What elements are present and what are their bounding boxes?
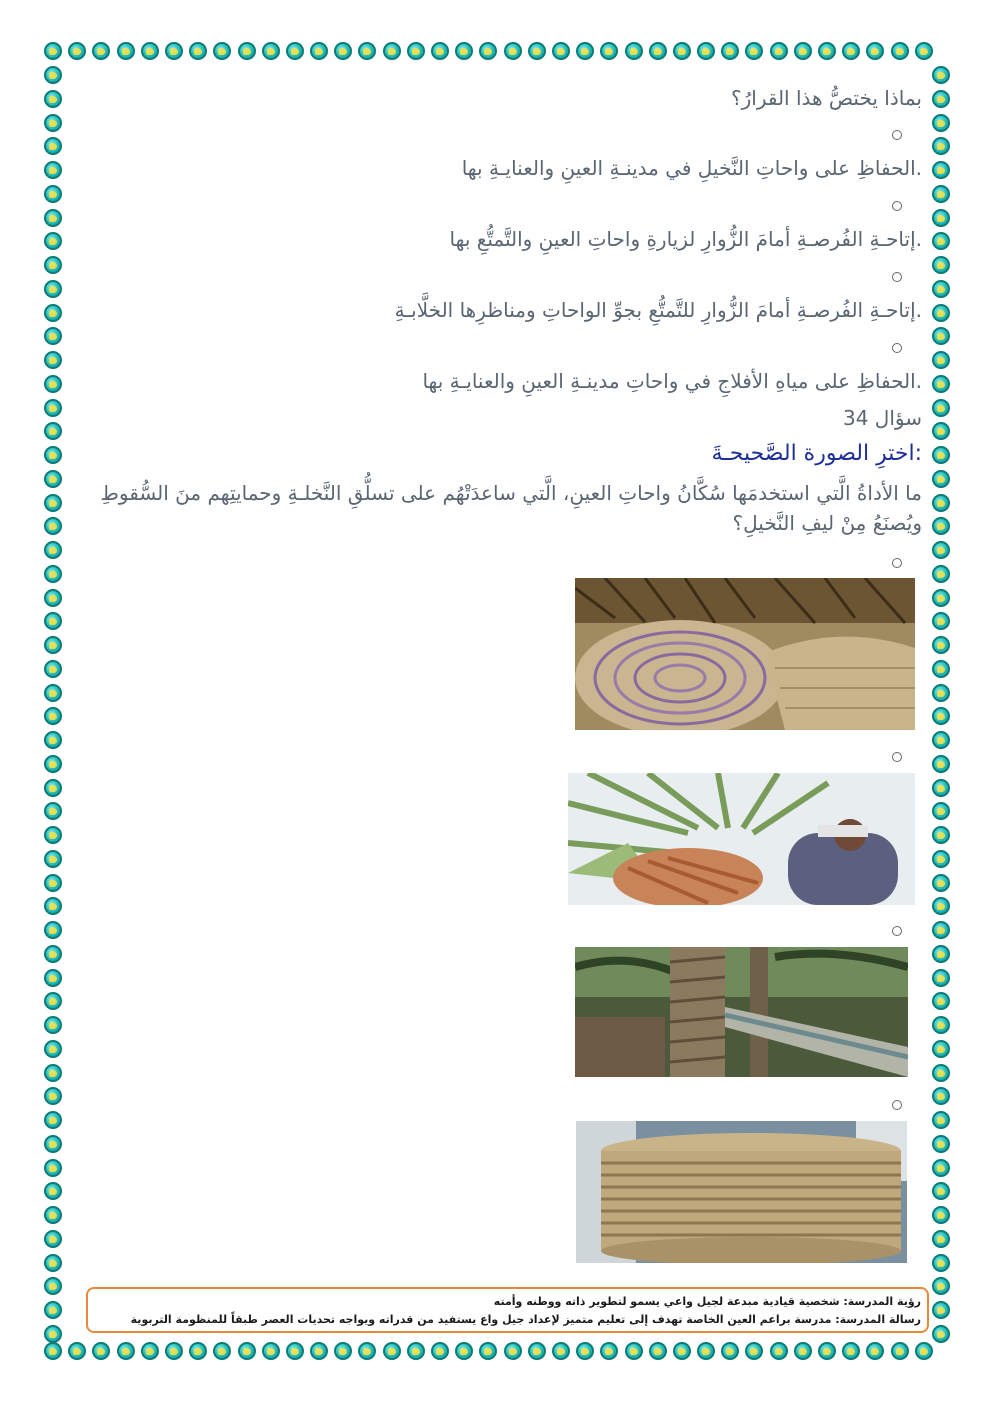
globe-icon [310, 42, 328, 60]
globe-icon [44, 327, 62, 345]
globe-icon [932, 137, 950, 155]
photo-palm-climber[interactable] [568, 773, 915, 905]
globe-icon [44, 612, 62, 630]
globe-icon [44, 1277, 62, 1295]
page-border-bottom [44, 1342, 933, 1360]
globe-icon [842, 42, 860, 60]
globe-icon [818, 1342, 836, 1360]
radio-icon[interactable] [892, 1100, 902, 1110]
globe-icon [552, 42, 570, 60]
globe-icon [932, 541, 950, 559]
globe-icon [932, 1230, 950, 1248]
globe-icon [932, 1040, 950, 1058]
globe-icon [932, 1206, 950, 1224]
globe-icon [68, 42, 86, 60]
globe-icon [932, 1016, 950, 1034]
globe-icon [649, 42, 667, 60]
globe-icon [455, 42, 473, 60]
globe-icon [932, 684, 950, 702]
globe-icon [44, 1064, 62, 1082]
photo-woven-mats[interactable] [575, 578, 915, 730]
globe-icon [932, 612, 950, 630]
globe-icon [44, 826, 62, 844]
globe-icon [44, 351, 62, 369]
globe-icon [310, 1342, 328, 1360]
globe-icon [866, 1342, 884, 1360]
globe-icon [932, 589, 950, 607]
globe-icon [932, 66, 950, 84]
globe-icon [117, 1342, 135, 1360]
globe-icon [866, 42, 884, 60]
globe-icon [932, 1182, 950, 1200]
globe-icon [44, 280, 62, 298]
globe-icon [44, 42, 62, 60]
radio-icon[interactable] [892, 201, 902, 211]
globe-icon [44, 684, 62, 702]
globe-icon [44, 731, 62, 749]
globe-icon [44, 256, 62, 274]
globe-icon [932, 422, 950, 440]
globe-icon [932, 185, 950, 203]
globe-icon [44, 470, 62, 488]
globe-icon [44, 707, 62, 725]
globe-icon [932, 1277, 950, 1295]
globe-icon [932, 660, 950, 678]
globe-icon [44, 375, 62, 393]
globe-icon [932, 90, 950, 108]
photo-aflaj-channel[interactable] [575, 947, 908, 1077]
globe-icon [932, 1087, 950, 1105]
globe-icon [932, 256, 950, 274]
page-border-top [44, 42, 933, 60]
globe-icon [932, 304, 950, 322]
page-border-right [932, 66, 950, 1343]
option-1: .الحفاظِ على واحاتِ النَّخيلِ في مدينـةِ العينِ والعنايـةِ بها [461, 156, 922, 180]
page-border-left [44, 66, 62, 1343]
globe-icon [915, 1342, 933, 1360]
globe-icon [932, 992, 950, 1010]
globe-icon [697, 42, 715, 60]
globe-icon [431, 42, 449, 60]
globe-icon [44, 114, 62, 132]
globe-icon [932, 874, 950, 892]
globe-icon [932, 779, 950, 797]
globe-icon [891, 1342, 909, 1360]
globe-icon [528, 42, 546, 60]
globe-icon [286, 42, 304, 60]
globe-icon [68, 1342, 86, 1360]
globe-icon [92, 42, 110, 60]
globe-icon [528, 1342, 546, 1360]
globe-icon [770, 1342, 788, 1360]
photo-climbing-rope[interactable] [576, 1121, 907, 1263]
globe-icon [286, 1342, 304, 1360]
globe-icon [407, 1342, 425, 1360]
globe-icon [842, 1342, 860, 1360]
globe-icon [383, 1342, 401, 1360]
globe-icon [932, 945, 950, 963]
globe-icon [44, 1135, 62, 1153]
globe-icon [334, 42, 352, 60]
globe-icon [117, 42, 135, 60]
globe-icon [932, 565, 950, 583]
globe-icon [576, 42, 594, 60]
globe-icon [932, 850, 950, 868]
globe-icon [44, 161, 62, 179]
globe-icon [794, 42, 812, 60]
globe-icon [770, 42, 788, 60]
globe-icon [625, 42, 643, 60]
globe-icon [932, 1325, 950, 1343]
globe-icon [165, 1342, 183, 1360]
option-3: .إتاحـةِ الفُرصـةِ أمامَ الزُّوارِ للتَّمتُّعِ بجوِّ الواحاتِ ومناظرِها الخلَّابـةِ [394, 298, 922, 322]
globe-icon [44, 1301, 62, 1319]
globe-icon [44, 1111, 62, 1129]
globe-icon [649, 1342, 667, 1360]
question-number: سؤال 34 [843, 406, 922, 430]
globe-icon [44, 541, 62, 559]
globe-icon [44, 185, 62, 203]
globe-icon [932, 470, 950, 488]
globe-icon [44, 232, 62, 250]
globe-icon [721, 42, 739, 60]
globe-icon [504, 42, 522, 60]
globe-icon [932, 1064, 950, 1082]
globe-icon [932, 209, 950, 227]
globe-icon [932, 826, 950, 844]
globe-icon [44, 1342, 62, 1360]
globe-icon [455, 1342, 473, 1360]
globe-icon [697, 1342, 715, 1360]
globe-icon [745, 42, 763, 60]
globe-icon [431, 1342, 449, 1360]
radio-icon[interactable] [892, 926, 902, 936]
globe-icon [44, 755, 62, 773]
globe-icon [44, 802, 62, 820]
globe-icon [44, 1206, 62, 1224]
globe-icon [932, 446, 950, 464]
globe-icon [932, 494, 950, 512]
globe-icon [932, 232, 950, 250]
globe-icon [238, 42, 256, 60]
globe-icon [262, 1342, 280, 1360]
globe-icon [141, 1342, 159, 1360]
globe-icon [44, 1182, 62, 1200]
globe-icon [44, 66, 62, 84]
globe-icon [576, 1342, 594, 1360]
globe-icon [44, 874, 62, 892]
globe-icon [44, 304, 62, 322]
globe-icon [932, 636, 950, 654]
globe-icon [262, 42, 280, 60]
school-vision: رؤية المدرسة: شخصية قيادية مبدعة لجيل واعي يسمو لتطوير ذاته ووطنه وأمته [493, 1295, 921, 1308]
globe-icon [932, 375, 950, 393]
radio-icon[interactable] [892, 343, 902, 353]
globe-icon [745, 1342, 763, 1360]
globe-icon [44, 1230, 62, 1248]
option-2: .إتاحـةِ الفُرصـةِ أمامَ الزُّوارِ لزيارةِ واحاتِ العينِ والتَّمتُّعِ بها [449, 227, 922, 251]
radio-icon[interactable] [892, 130, 902, 140]
globe-icon [44, 209, 62, 227]
globe-icon [44, 137, 62, 155]
globe-icon [932, 969, 950, 987]
globe-icon [932, 707, 950, 725]
globe-icon [141, 42, 159, 60]
globe-icon [44, 897, 62, 915]
option-4: .الحفاظِ على مياهِ الأفلاجِ في واحاتِ مدينـةِ العينِ والعنايـةِ بها [422, 369, 922, 393]
globe-icon [794, 1342, 812, 1360]
globe-icon [358, 42, 376, 60]
globe-icon [44, 921, 62, 939]
globe-icon [600, 1342, 618, 1360]
globe-icon [407, 42, 425, 60]
globe-icon [92, 1342, 110, 1360]
globe-icon [44, 399, 62, 417]
globe-icon [44, 517, 62, 535]
globe-icon [383, 42, 401, 60]
globe-icon [932, 161, 950, 179]
globe-icon [932, 755, 950, 773]
globe-icon [44, 945, 62, 963]
globe-icon [44, 446, 62, 464]
globe-icon [600, 42, 618, 60]
globe-icon [479, 42, 497, 60]
globe-icon [44, 1159, 62, 1177]
globe-icon [932, 802, 950, 820]
globe-icon [44, 779, 62, 797]
globe-icon [44, 992, 62, 1010]
globe-icon [932, 897, 950, 915]
school-footer [86, 1287, 929, 1333]
globe-icon [44, 1254, 62, 1272]
globe-icon [891, 42, 909, 60]
globe-icon [238, 1342, 256, 1360]
globe-icon [673, 1342, 691, 1360]
school-mission: رسالة المدرسة: مدرسة براعم العين الخاصة تهدف إلى تعليم متميز لإعداد جيل واع يستفيد من قدراته ويواجه تحديات العصر طبقاً للمنظومة التربوية [130, 1313, 921, 1326]
globe-icon [932, 327, 950, 345]
radio-icon[interactable] [892, 752, 902, 762]
globe-icon [915, 42, 933, 60]
globe-icon [504, 1342, 522, 1360]
globe-icon [932, 1111, 950, 1129]
globe-icon [334, 1342, 352, 1360]
globe-icon [44, 422, 62, 440]
globe-icon [44, 969, 62, 987]
globe-icon [44, 1325, 62, 1343]
globe-icon [44, 660, 62, 678]
question-prompt: :اخترِ الصورة الصَّحيحـةَ [711, 441, 922, 466]
globe-icon [932, 114, 950, 132]
globe-icon [213, 1342, 231, 1360]
globe-icon [932, 921, 950, 939]
globe-icon [44, 589, 62, 607]
globe-icon [44, 494, 62, 512]
globe-icon [358, 1342, 376, 1360]
globe-icon [44, 1040, 62, 1058]
globe-icon [44, 90, 62, 108]
question-title: بماذا يختصُّ هذا القرارُ؟ [730, 86, 922, 110]
globe-icon [165, 42, 183, 60]
globe-icon [932, 517, 950, 535]
globe-icon [625, 1342, 643, 1360]
globe-icon [932, 1135, 950, 1153]
globe-icon [932, 1301, 950, 1319]
globe-icon [932, 731, 950, 749]
globe-icon [213, 42, 231, 60]
globe-icon [552, 1342, 570, 1360]
globe-icon [44, 565, 62, 583]
globe-icon [932, 1159, 950, 1177]
radio-icon[interactable] [892, 272, 902, 282]
question-text: ما الأداةُ الَّتي استخدمَها سُكَّانُ واحاتِ العينِ، الَّتي ساعدَتْهُم على تسلُّقِ النَّخلـةِ وحمايتِهم منَ السُّقوطِ ويُصنَعُ مِنْ ليفِ النَّخيلِ؟ [100, 481, 922, 535]
globe-icon [932, 399, 950, 417]
globe-icon [932, 351, 950, 369]
globe-icon [932, 1254, 950, 1272]
globe-icon [44, 636, 62, 654]
globe-icon [44, 1087, 62, 1105]
globe-icon [189, 1342, 207, 1360]
radio-icon[interactable] [892, 558, 902, 568]
globe-icon [818, 42, 836, 60]
globe-icon [721, 1342, 739, 1360]
globe-icon [932, 280, 950, 298]
globe-icon [44, 1016, 62, 1034]
globe-icon [673, 42, 691, 60]
globe-icon [479, 1342, 497, 1360]
globe-icon [44, 850, 62, 868]
globe-icon [189, 42, 207, 60]
